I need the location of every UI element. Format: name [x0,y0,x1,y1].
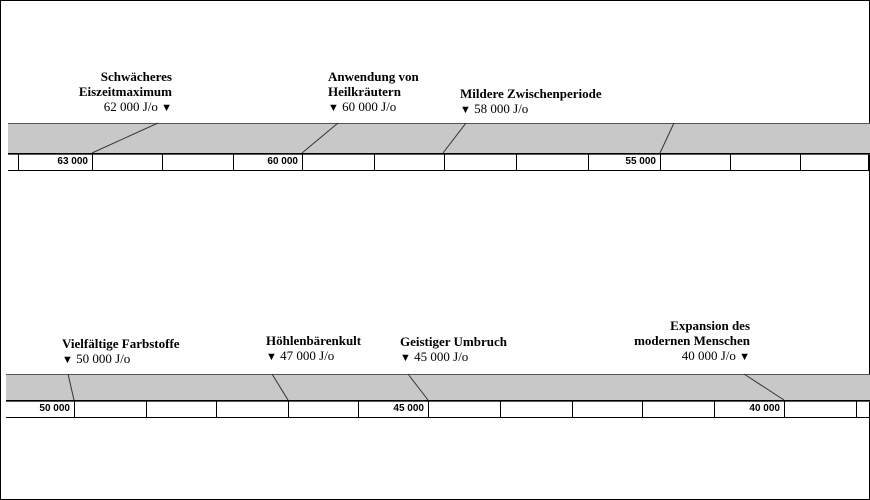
ruler-tick [642,401,643,417]
year-label: 60 000 [267,156,298,167]
ruler-tick [572,401,573,417]
triangle-marker-icon: ▼ [266,351,277,363]
event-vielfaeltige-farbstoffe [62,336,252,368]
event-date: 60 000 J/o [342,99,397,114]
ruler-tick [784,401,785,417]
ruler-tick [856,401,857,417]
triangle-marker-icon: ▼ [400,352,411,364]
triangle-marker-icon: ▼ [62,354,73,366]
event-date: 45 000 J/o [414,349,469,364]
triangle-marker-icon: ▼ [739,351,750,363]
ruler-tick [74,401,75,417]
event-connector-line [408,374,428,400]
event-date: 58 000 J/o [474,101,529,116]
event-connector-line [272,374,288,400]
ruler-tick [714,401,715,417]
event-date: 47 000 J/o [280,348,335,363]
ruler-tick [216,401,217,417]
event-connector-line [68,374,74,400]
event-title: Anwendung von Heilkräutern [328,69,419,99]
year-label: 40 000 [749,403,780,414]
triangle-marker-icon: ▼ [161,102,172,114]
event-date: 62 000 J/o [103,99,158,114]
event-title: Schwächeres Eiszeitmaximum [78,69,172,99]
ruler-tick [288,401,289,417]
event-title: Expansion des modernen Menschen [634,318,750,348]
event-title: Höhlenbärenkult [266,333,362,348]
event-title: Vielfältige Farbstoffe [62,336,180,351]
ruler-tick [500,401,501,417]
event-title: Mildere Zwischenperiode [460,86,602,101]
event-title: Geistiger Umbruch [400,334,507,349]
event-hoehlenbaerenkult [266,333,396,365]
year-label: 50 000 [39,403,70,414]
triangle-marker-icon: ▼ [460,104,471,116]
event-date: 50 000 J/o [76,351,131,366]
year-label: 45 000 [393,403,424,414]
event-expansion-moderner-mensch [600,318,750,365]
year-label: 63 000 [57,156,88,167]
year-label: 55 000 [625,156,656,167]
ruler-tick [428,401,429,417]
year-ruler [6,400,870,418]
event-geistiger-umbruch [400,334,540,366]
ruler-tick [146,401,147,417]
triangle-marker-icon: ▼ [328,102,339,114]
ruler-tick [358,401,359,417]
event-date: 40 000 J/o [681,348,736,363]
event-connector-line [744,374,784,400]
